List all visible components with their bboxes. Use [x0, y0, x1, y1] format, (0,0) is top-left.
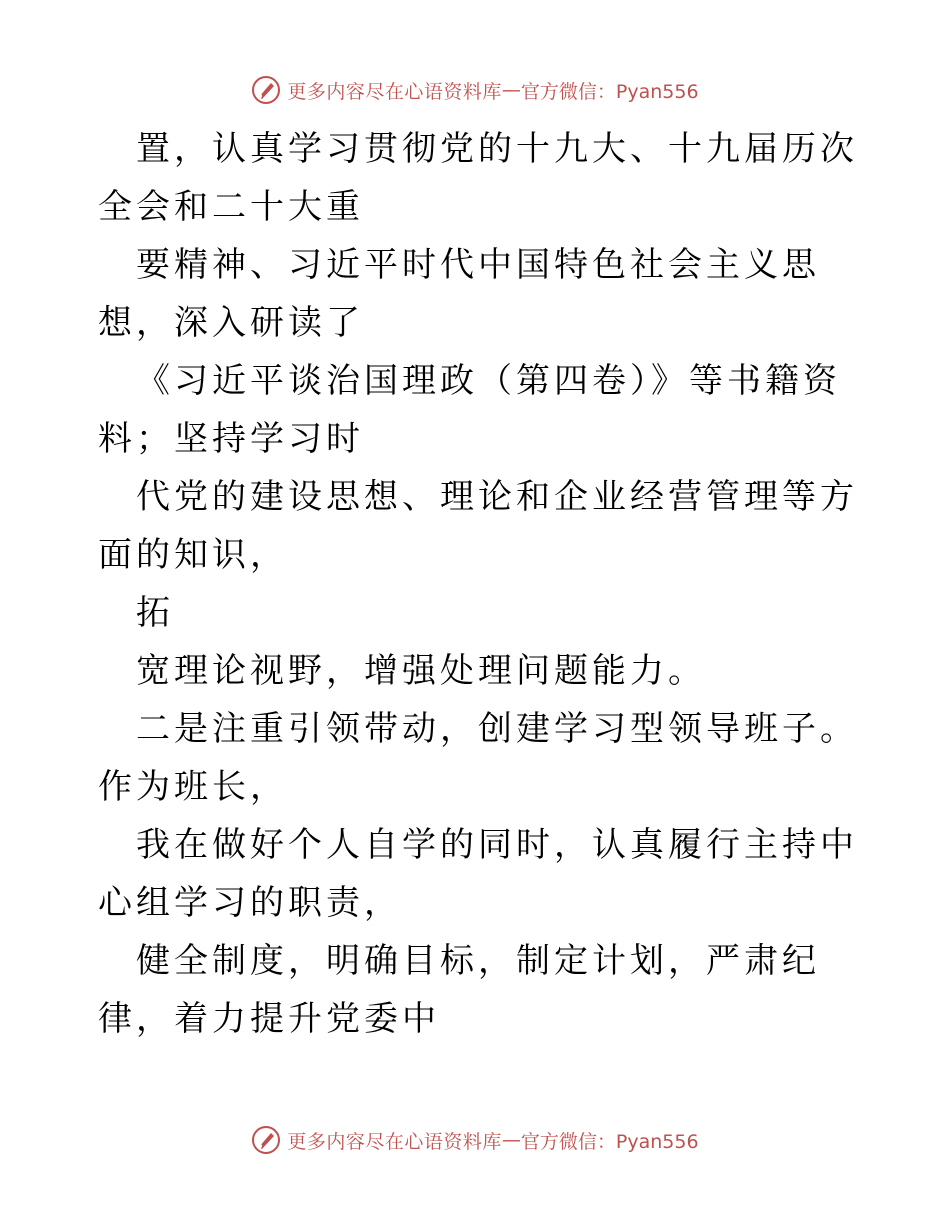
- watermark-wechat-text: 官方微信：Pyan556: [520, 80, 699, 103]
- header-watermark: [0, 72, 950, 108]
- paragraph-3: 《习近平谈治国理政（第四卷）》等书籍资料；坚持学习时: [98, 361, 841, 459]
- paragraph-8: 我在做好个人自学的同时，认真履行主持中心组学习的职责，: [98, 825, 858, 923]
- watermark-main-text: 更多内容尽在心语资料库: [287, 80, 502, 103]
- pen-logo-icon: [251, 1125, 281, 1155]
- footer-watermark: [0, 1122, 950, 1158]
- paragraph-7: 二是注重引领带动，创建学习型领导班子。作为班长，: [98, 709, 858, 807]
- watermark-main-text: 更多内容尽在心语资料库: [287, 1130, 502, 1153]
- paragraph-6: 宽理论视野，增强处理问题能力。: [136, 651, 706, 691]
- watermark-wechat-text: 官方微信：Pyan556: [520, 1130, 699, 1153]
- paragraph-9: 健全制度，明确目标，制定计划，严肃纪律，着力提升党委中: [98, 941, 820, 1039]
- document-body: [98, 120, 858, 1048]
- paragraph-1: 置，认真学习贯彻党的十九大、十九届历次全会和二十大重: [98, 129, 858, 227]
- paragraph-5: 拓: [136, 593, 174, 633]
- paragraph-2: 要精神、习近平时代中国特色社会主义思想，深入研读了: [98, 245, 820, 343]
- watermark-dash: —: [501, 1129, 521, 1151]
- paragraph-4: 代党的建设思想、理论和企业经营管理等方面的知识，: [98, 477, 858, 575]
- watermark-dash: —: [501, 79, 521, 101]
- pen-logo-icon: [251, 75, 281, 105]
